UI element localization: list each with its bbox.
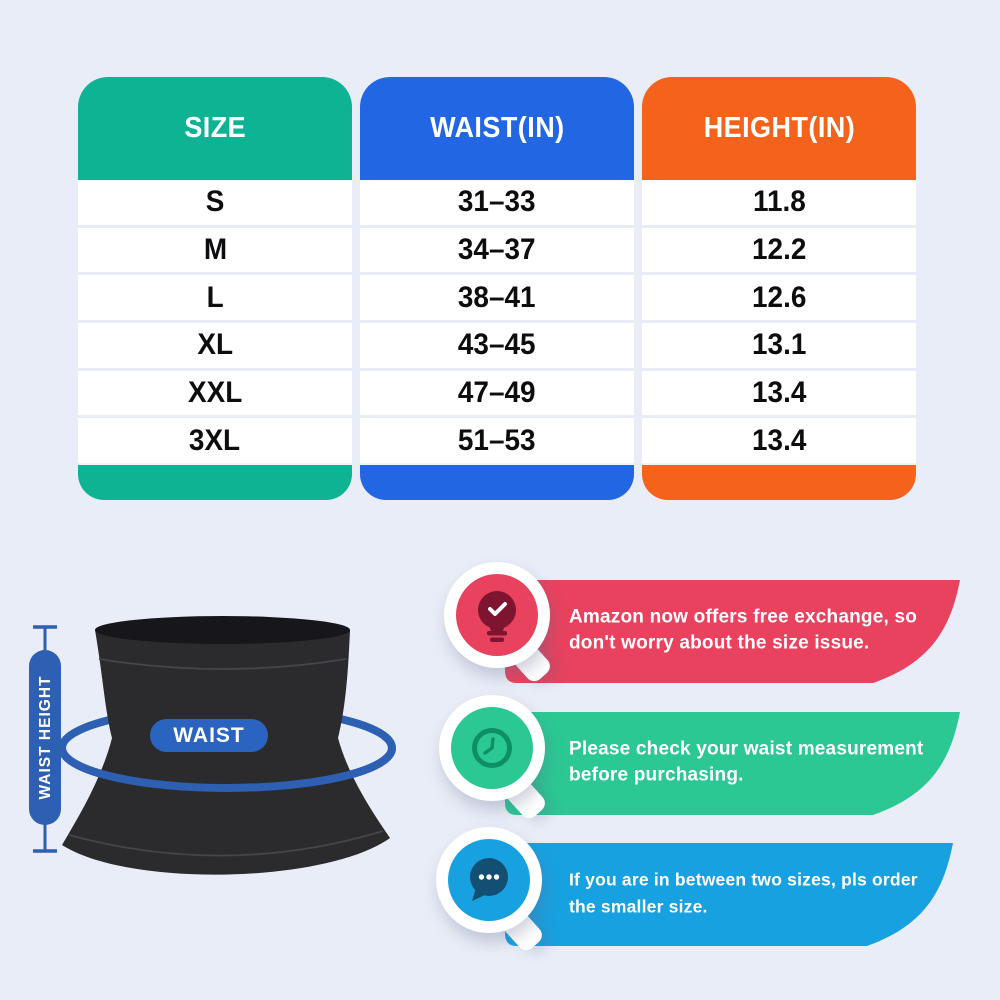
lightbulb-bubble xyxy=(444,562,550,668)
table-cell: 13.4 xyxy=(642,371,916,419)
table-cell: 11.8 xyxy=(642,180,916,228)
column-footer-size xyxy=(78,465,352,500)
chat-dots-icon xyxy=(460,851,518,909)
callout-free-exchange-text xyxy=(569,604,917,656)
table-cell: 12.6 xyxy=(642,275,916,323)
table-cell: 51–53 xyxy=(360,418,634,465)
column-header-waist-label: WAIST(IN) xyxy=(429,112,565,144)
size-table-column-size xyxy=(78,77,352,500)
lightbulb-check-icon xyxy=(468,586,526,644)
column-cells-size xyxy=(78,180,352,465)
callout-text-line: the smaller size. xyxy=(569,895,708,916)
callout-text-line: If you are in between two sizes, pls order xyxy=(569,868,918,889)
clock-icon xyxy=(463,719,521,777)
table-cell: 47–49 xyxy=(360,371,634,419)
table-cell: 13.4 xyxy=(642,418,916,465)
waist-trainer-measurement-diagram xyxy=(5,595,445,905)
table-cell: 38–41 xyxy=(360,275,634,323)
waist-trainer-opening xyxy=(95,616,350,644)
callout-between-sizes-text xyxy=(569,866,918,920)
waist-height-label: WAIST HEIGHT xyxy=(37,675,54,800)
table-cell: 12.2 xyxy=(642,228,916,276)
callout-check-measurement-text xyxy=(569,736,923,788)
column-cells-waist xyxy=(360,180,634,465)
callout-text-line: before purchasing. xyxy=(569,763,744,785)
column-header-waist xyxy=(360,77,634,180)
waist-label: WAIST xyxy=(173,724,245,747)
callout-text-line: Amazon now offers free exchange, so xyxy=(569,605,918,627)
column-footer-height xyxy=(642,465,916,500)
callout-text-line: don't worry about the size issue. xyxy=(569,631,870,653)
size-table-column-height xyxy=(642,77,916,500)
chat-bubble xyxy=(436,827,542,933)
callout-text-line: Please check your waist measurement xyxy=(569,737,924,759)
clock-bubble xyxy=(439,695,545,801)
table-cell: XL xyxy=(78,323,352,371)
column-footer-waist xyxy=(360,465,634,500)
table-cell: L xyxy=(78,275,352,323)
table-cell: XXL xyxy=(78,371,352,419)
callout-check-measurement xyxy=(505,712,965,815)
table-cell: 43–45 xyxy=(360,323,634,371)
table-cell: 31–33 xyxy=(360,180,634,228)
callout-between-sizes xyxy=(505,843,965,946)
table-cell: 34–37 xyxy=(360,228,634,276)
column-cells-height xyxy=(642,180,916,465)
table-cell: S xyxy=(78,180,352,228)
table-cell: 13.1 xyxy=(642,323,916,371)
table-cell: M xyxy=(78,228,352,276)
column-header-size-label: SIZE xyxy=(184,112,246,144)
column-header-height-label: HEIGHT(IN) xyxy=(703,112,855,144)
callout-free-exchange xyxy=(505,580,965,683)
table-cell: 3XL xyxy=(78,418,352,465)
size-table-column-waist xyxy=(360,77,634,500)
column-header-size xyxy=(78,77,352,180)
column-header-height xyxy=(642,77,916,180)
